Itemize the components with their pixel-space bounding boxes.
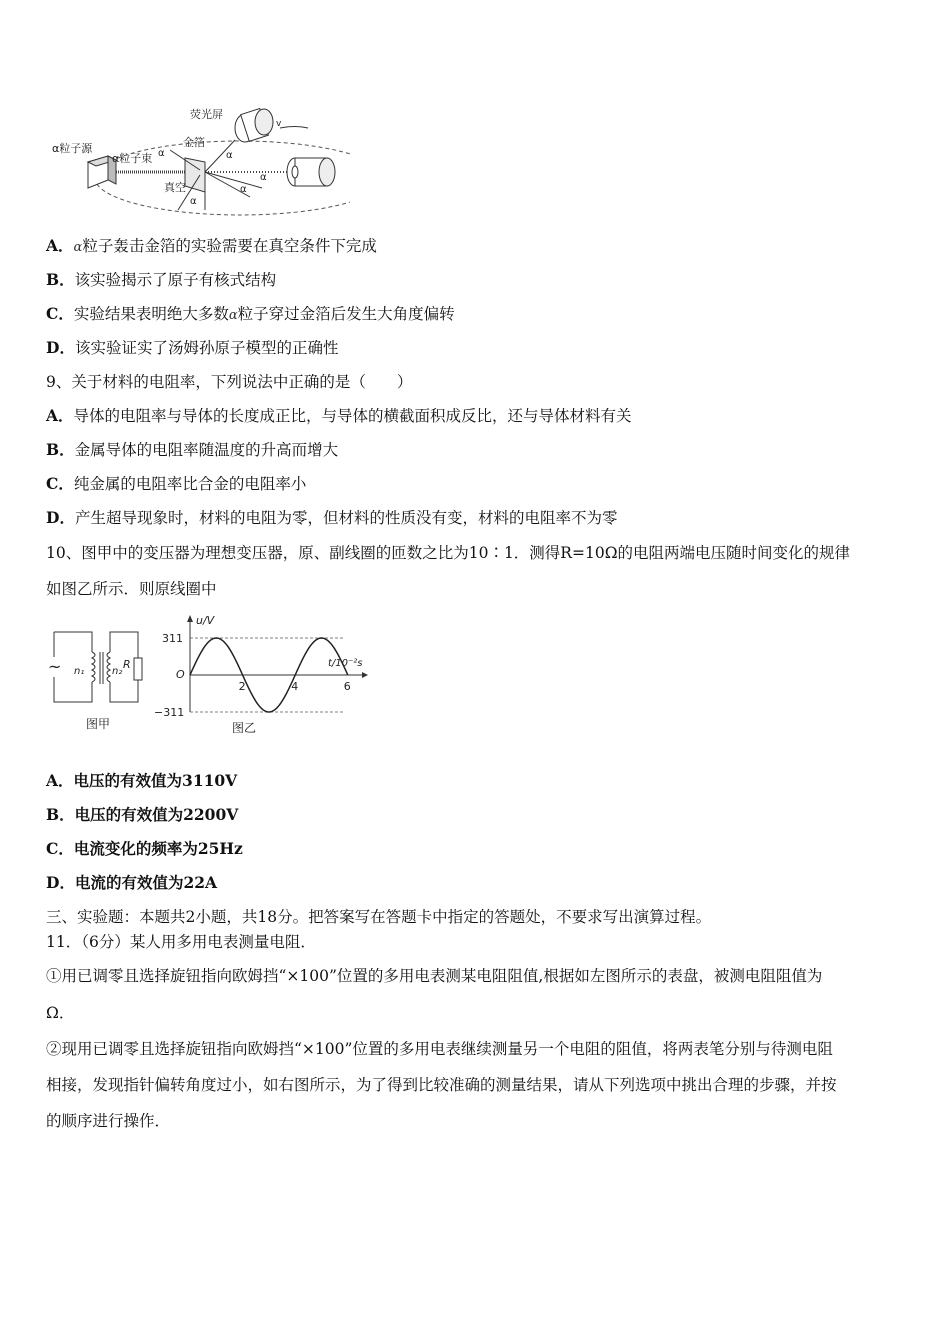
origin-label: O	[176, 668, 185, 681]
tick-top-label: 311	[162, 632, 183, 645]
q10-stem-line1: 10、图甲中的变压器为理想变压器，原、副线圈的匝数之比为10∶1．测得R=10Ω的电阻两端电压随时间变化的规律	[46, 544, 851, 562]
label-alpha-1: α	[158, 148, 165, 159]
label-r: R	[123, 658, 131, 671]
x-tick-label-2: 2	[238, 680, 246, 693]
option-text: 产生超导现象时，材料的电阻为零，但材料的性质没有变，材料的电阻率不为零	[74, 509, 618, 527]
ac-source-symbol: ~	[48, 657, 62, 676]
secondary-coil	[107, 652, 110, 682]
q11-part1-line1: ①用已调零且选择旋钮指向欧姆挡“×100”位置的多用电表测某电阻阻值,根据如左图所示的表盘，被测电阻阻值为	[46, 967, 823, 985]
gold-foil	[185, 158, 205, 192]
option-text: 纯金属的电阻率比合金的电阻率小	[73, 475, 307, 493]
label-alpha-5: α	[260, 172, 267, 183]
q9-option-c	[46, 474, 306, 494]
rutherford-apparatus-figure	[50, 100, 350, 225]
option-letter: A．	[46, 771, 74, 790]
voltage-time-chart	[150, 612, 380, 737]
q11-part1-line2: Ω．	[46, 1004, 75, 1022]
option-text: 该实验证实了汤姆孙原子模型的正确性	[74, 339, 339, 357]
label-v: v	[276, 119, 282, 129]
option-text: 电流变化的频率为25Hz	[73, 839, 243, 858]
caption-b: 图乙	[232, 721, 257, 735]
q10-option-d	[46, 873, 217, 893]
q9-option-a	[46, 406, 632, 426]
q11-part2-line3: 的顺序进行操作．	[46, 1112, 171, 1130]
q9-option-d	[46, 508, 617, 528]
section3-heading: 三、实验题：本题共2小题，共18分。把答案写在答题卡中指定的答题处，不要求写出演算过程。	[46, 908, 712, 926]
label-n1: n₁	[74, 666, 85, 677]
q10-option-a	[46, 771, 237, 791]
option-text: 电流的有效值为22A	[74, 873, 218, 892]
option-letter: B．	[46, 440, 75, 459]
label-foil: 金箔	[183, 136, 205, 149]
x-tick-label-4: 4	[291, 680, 299, 693]
q9-stem: 9、关于材料的电阻率，下列说法中正确的是（ ）	[46, 373, 413, 391]
label-beam: α粒子束	[112, 152, 153, 165]
q8-option-b	[46, 270, 276, 290]
q11-part2-line2: 相接，发现指针偏转角度过小，如右图所示，为了得到比较准确的测量结果，请从下列选项中挑出合理的步骤，并按	[46, 1076, 837, 1094]
label-alpha-4: α	[190, 196, 197, 207]
q10-stem-line2: 如图乙所示．则原线圈中	[46, 580, 217, 598]
resistor-r	[134, 658, 142, 680]
label-vacuum: 真空	[164, 181, 186, 194]
x-tick-label-6: 6	[343, 680, 351, 693]
tick-bottom-label: −311	[154, 706, 185, 719]
option-text: 电压的有效值为2200V	[74, 805, 239, 824]
label-source: α粒子源	[52, 142, 93, 155]
option-text: 粒子轰击金箔的实验需要在真空条件下完成	[82, 237, 377, 255]
q11-title: 11．（6分）某人用多用电表测量电阻．	[46, 933, 316, 951]
label-alpha-3: α	[240, 184, 247, 195]
label-alpha-2: α	[226, 150, 233, 161]
x-axis-label: t/10⁻²s	[328, 658, 363, 669]
option-text: 该实验揭示了原子有核式结构	[74, 271, 277, 289]
option-letter: A．	[46, 236, 74, 255]
option-letter: B．	[46, 270, 75, 289]
option-letter: B．	[46, 805, 75, 824]
q10-option-c	[46, 839, 243, 859]
alpha-symbol: α	[228, 308, 238, 323]
label-screen: 荧光屏	[190, 108, 223, 121]
option-text: 实验结果表明绝大多数	[73, 305, 229, 323]
option-letter: D．	[46, 508, 75, 527]
option-letter: A．	[46, 406, 74, 425]
option-letter: C．	[46, 304, 74, 323]
option-text: 导体的电阻率与导体的长度成正比，与导体的横截面积成反比，还与导体材料有关	[73, 407, 632, 425]
alpha-symbol: α	[73, 240, 83, 255]
q9-option-b	[46, 440, 338, 460]
y-axis-label: u/V	[196, 614, 215, 627]
option-letter: D．	[46, 338, 75, 357]
q8-option-c	[46, 304, 455, 326]
q10-option-b	[46, 805, 238, 825]
transformer-circuit-figure	[44, 622, 154, 737]
option-text: 金属导体的电阻率随温度的升高而增大	[74, 441, 339, 459]
option-text: 粒子穿过金箔后发生大角度偏转	[237, 305, 455, 323]
primary-coil	[92, 652, 95, 682]
q8-option-a	[46, 236, 377, 258]
caption-a: 图甲	[86, 717, 111, 731]
option-letter: C．	[46, 839, 74, 858]
option-text: 电压的有效值为3110V	[73, 771, 238, 790]
q8-option-d	[46, 338, 338, 358]
q11-part2-line1: ②现用已调零且选择旋钮指向欧姆挡“×100”位置的多用电表继续测量另一个电阻的阻值，将两表笔分别与待测电阻	[46, 1040, 833, 1058]
option-letter: D．	[46, 873, 75, 892]
option-letter: C．	[46, 474, 74, 493]
label-n2: n₂	[112, 666, 123, 677]
